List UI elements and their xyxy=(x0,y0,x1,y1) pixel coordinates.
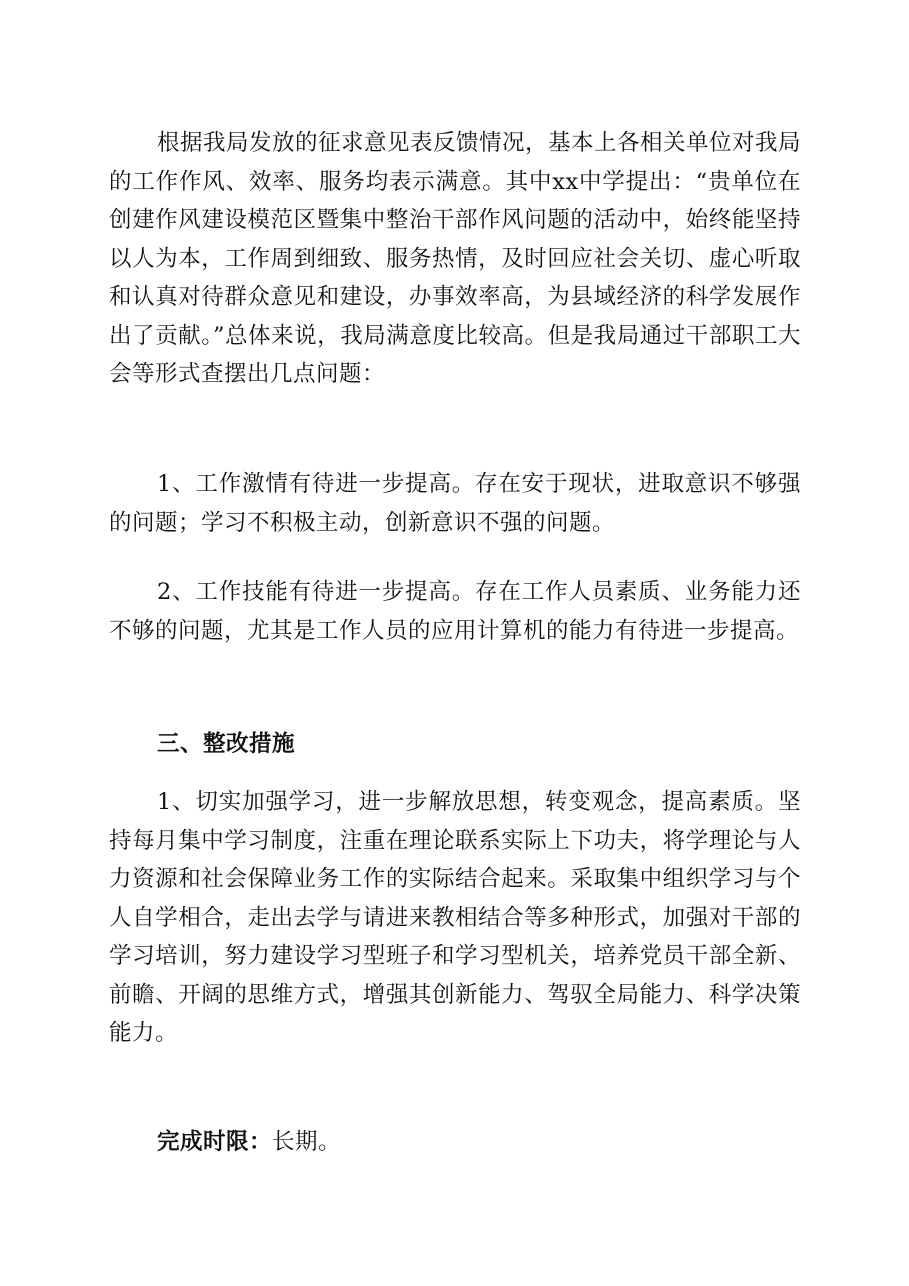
deadline-line xyxy=(157,1123,341,1161)
paragraph-measure-1 xyxy=(109,783,801,1053)
paragraph-issue-2 xyxy=(109,573,801,650)
section-heading-measures: 三、整改措施 xyxy=(157,731,296,757)
paragraph-issue-1-text: 1、工作激情有待进一步提高。存在安于现状，进取意识不够强的问题；学习不积极主动，创新意识不强的问题。 xyxy=(109,471,801,536)
paragraph-measure-1-text: 1、切实加强学习，进一步解放思想，转变观念，提高素质。坚持每月集中学习制度，注重在理论联系实际上下功夫，将学理论与人力资源和社会保障业务工作的实际结合起来。采取集中组织学习与个人自学相合，走出去学与请进来教相结合等多种形式，加强对干部的学习培训，努力建设学习型班子和学习型机关，培养党员干部全新、前瞻、开阔的思维方式，增强其创新能力、驾驭全局能力、科学决策能力。 xyxy=(109,789,801,1046)
deadline-label: 完成时限： xyxy=(157,1129,273,1155)
paragraph-issue-2-text: 2、工作技能有待进一步提高。存在工作人员素质、业务能力还不够的问题，尤其是工作人员的应用计算机的能力有待进一步提高。 xyxy=(109,579,801,644)
deadline-value: 长期。 xyxy=(272,1129,342,1155)
paragraph-issue-1 xyxy=(109,465,801,542)
paragraph-feedback xyxy=(109,124,801,394)
paragraph-feedback-text: 根据我局发放的征求意见表反馈情况，基本上各相关单位对我局的工作作风、效率、服务均表示满意。其中xx中学提出：“贵单位在创建作风建设模范区暨集中整治干部作风问题的活动中，始终能坚持以人为本，工作周到细致、服务热情，及时回应社会关切、虚心听取和认真对待群众意见和建设，办事效率高，为县域经济的科学发展作出了贡献。”总体来说，我局满意度比较高。但是我局通过干部职工大会等形式查摆出几点问题： xyxy=(109,130,802,387)
